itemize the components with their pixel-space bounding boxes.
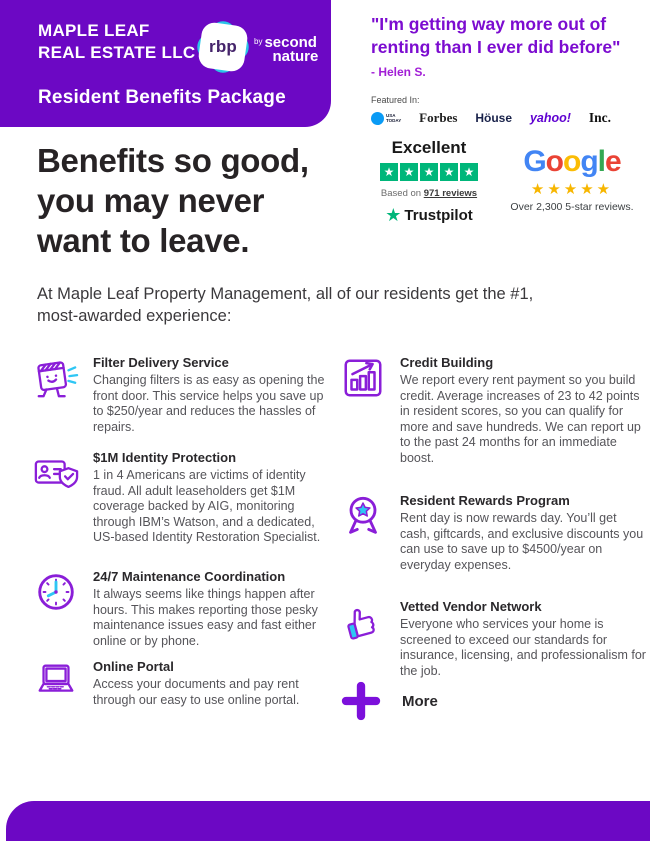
- trustpilot-star-icon: ★: [380, 163, 398, 181]
- testimonial: [371, 13, 650, 79]
- trustpilot-stars: [368, 163, 490, 181]
- yahoo-logo: yahoo!: [529, 111, 571, 125]
- bar-chart-growth-icon: [340, 355, 386, 401]
- header: [0, 0, 331, 127]
- laptop-icon: [33, 659, 79, 705]
- trustpilot-star-icon: ★: [420, 163, 438, 181]
- trustpilot-count: 971 reviews: [423, 188, 478, 199]
- usa-today-circle-icon: [371, 112, 384, 125]
- google-letter: g: [580, 145, 598, 178]
- benefit-description: We report every rent payment so you build credit. Average increases of 23 to 42 points in resident scores, so you can qualify for more and save hundreds. We can report up to the past 24 months for an immediate boost.: [400, 373, 641, 465]
- trustpilot-based-prefix: Based on: [380, 188, 424, 199]
- benefit-description: Rent day is now rewards day. You’ll get cash, giftcards, and exclusive discounts you can use to save up to $4500/year on everyday expenses.: [400, 511, 644, 572]
- forbes-logo: Forbes: [419, 110, 458, 125]
- benefit-title: Filter Delivery Service: [93, 355, 229, 370]
- trustpilot-rating: [368, 138, 490, 224]
- google-letter: e: [604, 145, 621, 178]
- company-name: [38, 20, 196, 64]
- benefit-vendor-network: [340, 599, 648, 679]
- footer-bar: [6, 801, 650, 841]
- benefit-credit-building: [340, 355, 648, 466]
- company-name-line2: REAL ESTATE LLC: [38, 43, 196, 63]
- usa-today-wordmark: [386, 113, 401, 123]
- trustpilot-star-icon: ★: [460, 163, 478, 181]
- benefit-title: $1M Identity Protection: [93, 450, 237, 465]
- benefit-filter-delivery: [33, 355, 325, 435]
- second-nature-wordmark: [264, 36, 318, 65]
- benefit-description: Everyone who services your home is screened to exceed our standards for insurance, licensing, and professionalism for the job.: [400, 617, 646, 678]
- google-rating: [497, 147, 647, 213]
- more-label: More: [402, 692, 438, 710]
- intro-paragraph: [37, 284, 533, 328]
- intro-line1: At Maple Leaf Property Management, all of our residents get the #1,: [37, 285, 534, 303]
- more-benefits-row: [341, 681, 438, 721]
- id-card-shield-icon: [33, 450, 79, 496]
- headline-line1: Benefits so good,: [37, 142, 309, 179]
- quote-attribution: - Helen S.: [371, 64, 426, 79]
- google-letter: o: [562, 145, 581, 178]
- benefit-title: Credit Building: [400, 355, 494, 370]
- page-headline: [37, 141, 309, 261]
- house-logo: Höuse: [475, 111, 513, 125]
- rbp-logo-label: rbp: [209, 37, 237, 56]
- benefit-description: Access your documents and pay rent through our easy to use online portal.: [93, 677, 300, 707]
- trustpilot-star-icon: ★: [440, 163, 458, 181]
- usa-today-logo: [371, 112, 401, 125]
- usa-today-line1: USA: [386, 112, 396, 118]
- benefit-description: It always seems like things happen after hours. This makes reporting those pesky maintenance issues easy and fast either online or by phone.: [93, 587, 318, 648]
- benefit-online-portal: [33, 659, 325, 708]
- trustpilot-star-icon: ★: [400, 163, 418, 181]
- featured-in-label: Featured In:: [371, 95, 420, 105]
- intro-line2: most-awarded experience:: [37, 306, 232, 325]
- quote-line1: "I'm getting way more out of: [371, 14, 607, 34]
- benefit-title: 24/7 Maintenance Coordination: [93, 569, 286, 584]
- by-word: by: [254, 37, 263, 46]
- google-stars-icon: ★★★★★: [530, 181, 614, 198]
- benefit-rewards-program: [340, 493, 648, 573]
- usa-today-line2: TODAY: [386, 118, 402, 123]
- package-title: Resident Benefits Package: [38, 87, 286, 108]
- thumbs-up-icon: [340, 599, 386, 645]
- benefit-maintenance: [33, 569, 325, 649]
- rbp-logo: [194, 18, 252, 76]
- benefit-title: Vetted Vendor Network: [400, 599, 542, 614]
- trustpilot-rating-label: Excellent: [391, 138, 467, 157]
- benefit-title: Resident Rewards Program: [400, 493, 570, 508]
- second-nature-line1: second: [264, 34, 317, 51]
- google-letter: o: [545, 145, 563, 178]
- featured-logos-row: [371, 110, 611, 126]
- headline-line3: want to leave.: [37, 221, 250, 259]
- clock-icon: [33, 569, 79, 615]
- company-name-line1: MAPLE LEAF: [38, 21, 150, 40]
- second-nature-logo: [254, 36, 318, 65]
- google-logo: [497, 147, 647, 177]
- second-nature-line2: nature: [272, 48, 319, 66]
- headline-line2: you may never: [37, 181, 265, 219]
- benefit-identity-protection: [33, 450, 325, 546]
- featured-in: [371, 95, 611, 126]
- trustpilot-review-count: [368, 188, 490, 199]
- quote-line2: renting than I ever did before": [371, 36, 621, 57]
- google-letter: l: [597, 145, 605, 178]
- benefit-description: 1 in 4 Americans are victims of identity fraud. All adult leaseholders get $1M coverage backed by AIG, monitoring through IBM’s Watson, and a dedicated, US-based Identity Restoration Specialist.: [93, 468, 321, 544]
- trustpilot-logo: [368, 206, 490, 224]
- benefit-description: Changing filters is as easy as opening the front door. This service helps you save up to $250/year and reduces the hassles of repairs.: [93, 373, 325, 434]
- trustpilot-logo-star-icon: ★: [385, 205, 402, 225]
- inc-logo: Inc.: [588, 110, 611, 125]
- google-review-caption: Over 2,300 5-star reviews.: [510, 201, 634, 213]
- benefit-title: Online Portal: [93, 659, 174, 674]
- google-letter: G: [523, 145, 546, 178]
- filter-box-mascot-icon: [33, 355, 79, 401]
- award-medal-icon: [340, 493, 386, 539]
- trustpilot-logo-wordmark: Trustpilot: [404, 206, 473, 224]
- plus-icon: [341, 681, 381, 721]
